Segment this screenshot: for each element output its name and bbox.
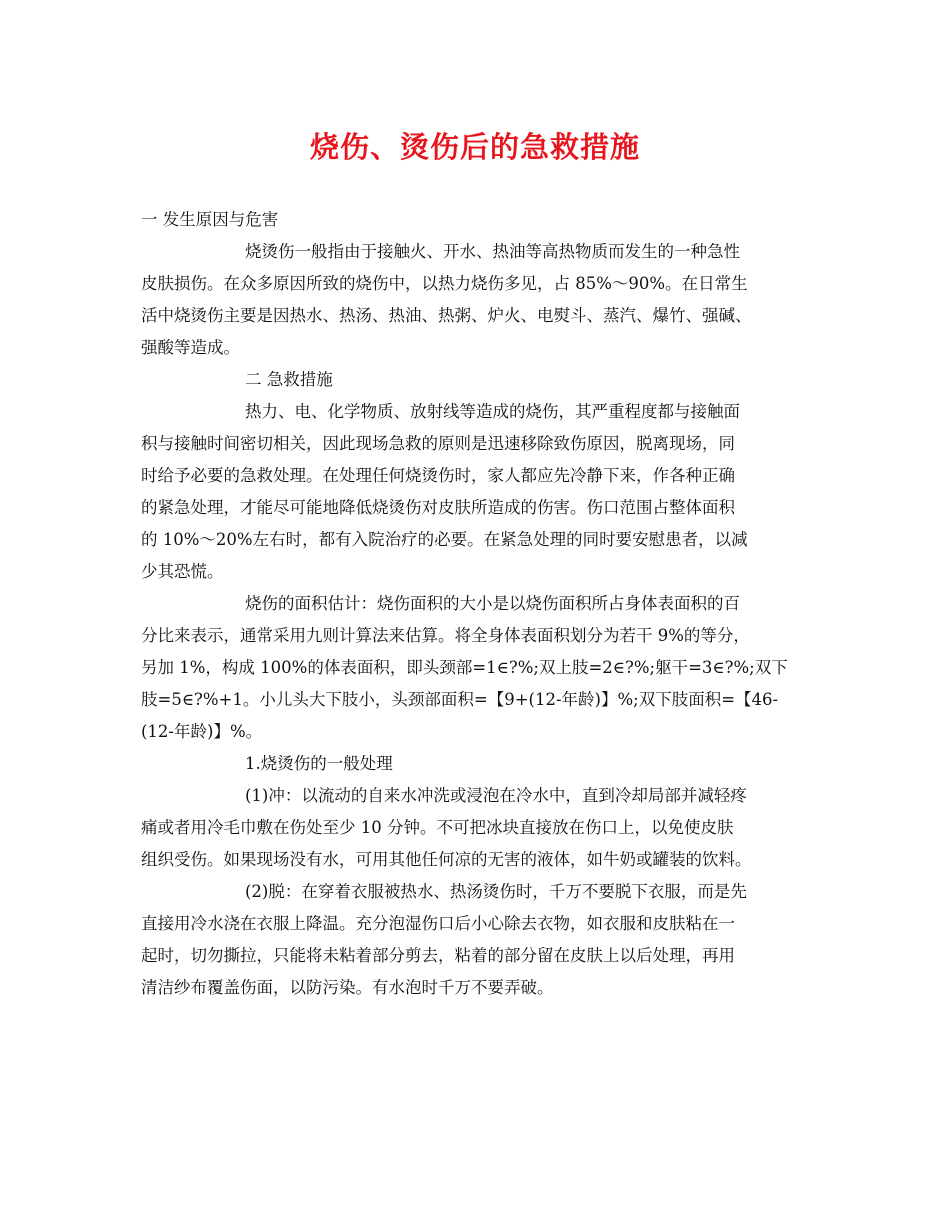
- paragraph-line: 直接用冷水浇在衣服上降温。充分泡湿伤口后小心除去衣物，如衣服和皮肤粘在一: [141, 914, 735, 933]
- paragraph-line: 另加 1%，构成 100%的体表面积，即头颈部=1∈?%;双上肢=2∈?%;躯干=3∈?%;双下: [141, 658, 788, 677]
- document-title: 烧伤、烫伤后的急救措施: [309, 130, 640, 164]
- paragraph-line: 积与接触时间密切相关，因此现场急救的原则是迅速移除致伤原因，脱离现场，同: [141, 434, 735, 453]
- paragraph-line: 的紧急处理，才能尽可能地降低烧烫伤对皮肤所造成的伤害。伤口范围占整体面积: [141, 498, 735, 517]
- paragraph-line: 肢=5∈?%+1。小儿头大下肢小，头颈部面积=【9+(12-年龄)】%;双下肢面积=【46-: [141, 690, 779, 709]
- paragraph-line: (1)冲：以流动的自来水冲洗或浸泡在冷水中，直到冷却局部并减轻疼: [245, 786, 747, 805]
- paragraph-line: 强酸等造成。: [141, 338, 240, 357]
- section-heading-causes: 一 发生原因与危害: [141, 210, 279, 229]
- paragraph-line: 皮肤损伤。在众多原因所致的烧伤中，以热力烧伤多见，占 85%～90%。在日常生: [141, 274, 748, 293]
- subsection-heading: 1.烧烫伤的一般处理: [245, 754, 393, 773]
- paragraph-line: 热力、电、化学物质、放射线等造成的烧伤，其严重程度都与接触面: [245, 402, 740, 421]
- paragraph-line: 分比来表示，通常采用九则计算法来估算。将全身体表面积划分为若干 9%的等分，: [141, 626, 750, 645]
- paragraph-line: 活中烧烫伤主要是因热水、热汤、热油、热粥、炉火、电熨斗、蒸汽、爆竹、强碱、: [141, 306, 752, 325]
- paragraph-line: 痛或者用冷毛巾敷在伤处至少 10 分钟。不可把冰块直接放在伤口上，以免使皮肤: [141, 818, 734, 837]
- paragraph-line: 时给予必要的急救处理。在处理任何烧烫伤时，家人都应先冷静下来，作各种正确: [141, 466, 735, 485]
- paragraph-line: (12-年龄)】%。: [141, 722, 263, 741]
- paragraph-line: 清洁纱布覆盖伤面，以防污染。有水泡时千万不要弄破。: [141, 978, 554, 997]
- paragraph-line: 少其恐慌。: [141, 562, 224, 581]
- paragraph-line: 组织受伤。如果现场没有水，可用其他任何凉的无害的液体，如牛奶或罐装的饮料。: [141, 850, 752, 869]
- paragraph-line: 的 10%～20%左右时，都有入院治疗的必要。在紧急处理的同时要安慰患者，以减: [141, 530, 748, 549]
- paragraph-line: 烧伤的面积估计：烧伤面积的大小是以烧伤面积所占身体表面积的百: [245, 594, 740, 613]
- paragraph-line: (2)脱：在穿着衣服被热水、热汤烫伤时，千万不要脱下衣服，而是先: [245, 882, 747, 901]
- paragraph-line: 起时，切勿撕拉，只能将未粘着部分剪去，粘着的部分留在皮肤上以后处理，再用: [141, 946, 735, 965]
- section-heading-first-aid: 二 急救措施: [245, 370, 333, 389]
- paragraph-line: 烧烫伤一般指由于接触火、开水、热油等高热物质而发生的一种急性: [245, 242, 740, 261]
